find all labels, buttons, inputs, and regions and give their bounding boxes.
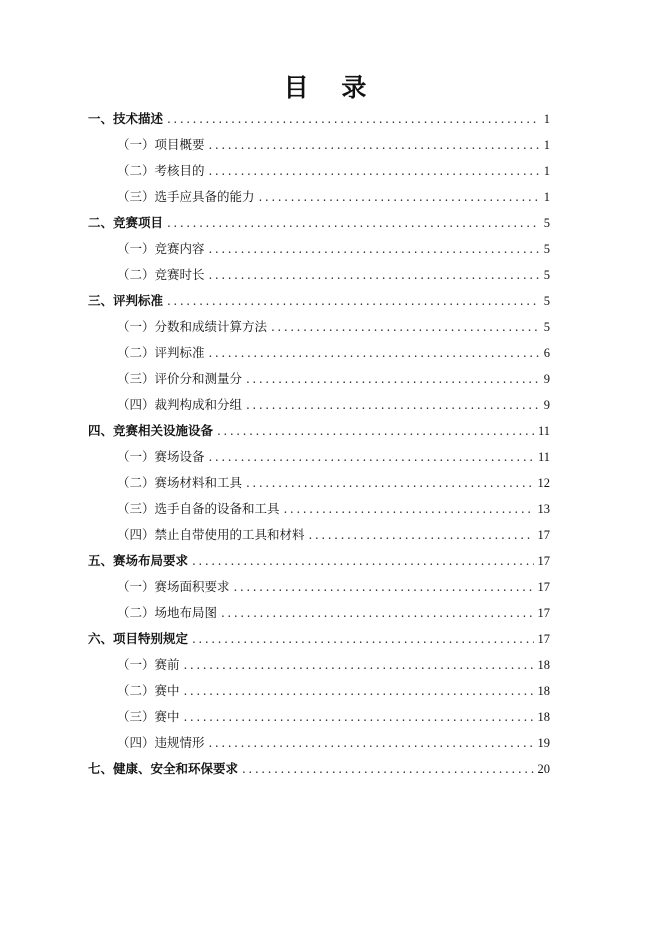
toc-dot-leader	[209, 262, 540, 288]
toc-page-number: 1	[543, 190, 550, 204]
toc-page-number: 17	[537, 554, 550, 568]
toc-subsection-entry[interactable]	[88, 262, 550, 288]
toc-entry-label: （一）赛场设备	[117, 449, 205, 464]
toc-dot-leader	[209, 132, 540, 158]
toc-dot-leader	[259, 184, 540, 210]
toc-page-number: 17	[537, 580, 550, 594]
toc-entry-label: （三）选手自备的设备和工具	[117, 501, 280, 516]
toc-page-number: 11	[537, 450, 550, 464]
toc-page-number: 5	[543, 242, 550, 256]
toc-dot-leader	[167, 210, 540, 236]
toc-dot-leader	[167, 288, 540, 314]
toc-page-number: 5	[543, 294, 550, 308]
toc-entry-label: （二）竞赛时长	[117, 267, 205, 282]
toc-page-number: 20	[537, 762, 550, 776]
toc-subsection-entry[interactable]	[88, 678, 550, 704]
toc-entry-label: 六、项目特别规定	[88, 631, 189, 646]
toc-page-number: 5	[543, 216, 550, 230]
toc-page-number: 1	[543, 112, 550, 126]
toc-entry-label: （四）违规情形	[117, 735, 205, 750]
toc-entry-label: （四）禁止自带使用的工具和材料	[117, 527, 305, 542]
toc-entry-label: （三）评价分和测量分	[117, 371, 243, 386]
toc-entry-label: （三）赛中	[117, 709, 180, 724]
toc-dot-leader	[192, 626, 533, 652]
toc-entry-label: 七、健康、安全和环保要求	[88, 761, 239, 776]
toc-section-entry[interactable]	[88, 548, 550, 574]
toc-dot-leader	[184, 704, 534, 730]
toc-dot-leader	[184, 652, 534, 678]
toc-page-number: 1	[543, 164, 550, 178]
toc-subsection-entry[interactable]	[88, 340, 550, 366]
toc-entry-label: （二）考核目的	[117, 163, 205, 178]
toc-subsection-entry[interactable]	[88, 600, 550, 626]
toc-entry-label: （一）竞赛内容	[117, 241, 205, 256]
toc-page-number: 17	[537, 632, 550, 646]
toc-page-number: 17	[537, 606, 550, 620]
toc-dot-leader	[284, 496, 534, 522]
toc-section-entry[interactable]	[88, 418, 550, 444]
toc-dot-leader	[271, 314, 540, 340]
toc-entry-label: （二）赛场材料和工具	[117, 475, 243, 490]
toc-entry-label: （三）选手应具备的能力	[117, 189, 255, 204]
toc-dot-leader	[209, 236, 540, 262]
toc-page-number: 1	[543, 138, 550, 152]
toc-page-number: 18	[537, 684, 550, 698]
toc-section-entry[interactable]	[88, 210, 550, 236]
toc-dot-leader	[209, 444, 534, 470]
toc-dot-leader	[209, 730, 534, 756]
toc-entry-label: （一）项目概要	[117, 137, 205, 152]
toc-dot-leader	[242, 756, 533, 782]
toc-subsection-entry[interactable]	[88, 496, 550, 522]
page-title: 目 录	[283, 73, 379, 102]
toc-dot-leader	[192, 548, 533, 574]
toc-page-number: 5	[543, 268, 550, 282]
toc-entry-label: （二）评判标准	[117, 345, 205, 360]
toc-page-number: 17	[537, 528, 550, 542]
toc-subsection-entry[interactable]	[88, 522, 550, 548]
toc-entry-label: 五、赛场布局要求	[88, 553, 189, 568]
toc-section-entry[interactable]	[88, 626, 550, 652]
toc-page-number: 12	[537, 476, 550, 490]
toc-dot-leader	[221, 600, 533, 626]
toc-dot-leader	[246, 470, 533, 496]
toc-page-number: 9	[543, 372, 550, 386]
toc-subsection-entry[interactable]	[88, 470, 550, 496]
toc-page-number: 19	[537, 736, 550, 750]
toc-subsection-entry[interactable]	[88, 314, 550, 340]
toc-dot-leader	[167, 106, 540, 132]
toc-entry-label: 四、竞赛相关设施设备	[88, 423, 214, 438]
toc-subsection-entry[interactable]	[88, 158, 550, 184]
toc-section-entry[interactable]	[88, 288, 550, 314]
toc-entry-label: （一）赛前	[117, 657, 180, 672]
toc-subsection-entry[interactable]	[88, 236, 550, 262]
toc-subsection-entry[interactable]	[88, 184, 550, 210]
toc-entry-label: （一）分数和成绩计算方法	[117, 319, 268, 334]
toc-section-entry[interactable]	[88, 756, 550, 782]
toc-subsection-entry[interactable]	[88, 366, 550, 392]
toc-subsection-entry[interactable]	[88, 392, 550, 418]
toc-dot-leader	[246, 392, 540, 418]
toc-subsection-entry[interactable]	[88, 652, 550, 678]
toc-entry-label: 三、评判标准	[88, 293, 164, 308]
toc-entry-label: （二）赛中	[117, 683, 180, 698]
toc-dot-leader	[184, 678, 534, 704]
toc-page-number: 13	[537, 502, 550, 516]
toc-subsection-entry[interactable]	[88, 730, 550, 756]
toc-page-number: 6	[543, 346, 550, 360]
toc-entry-label: （二）场地布局图	[117, 605, 218, 620]
toc-dot-leader	[234, 574, 534, 600]
toc-subsection-entry[interactable]	[88, 132, 550, 158]
toc-entry-label: 二、竞赛项目	[88, 215, 164, 230]
toc-page-number: 5	[543, 320, 550, 334]
toc-entry-label: 一、技术描述	[88, 111, 164, 126]
toc-section-entry[interactable]	[88, 106, 550, 132]
toc-dot-leader	[209, 340, 540, 366]
toc-dot-leader	[217, 418, 534, 444]
toc-dot-leader	[309, 522, 534, 548]
toc-dot-leader	[209, 158, 540, 184]
toc-subsection-entry[interactable]	[88, 574, 550, 600]
toc-subsection-entry[interactable]	[88, 444, 550, 470]
toc-entry-label: （四）裁判构成和分组	[117, 397, 243, 412]
toc-page-number: 18	[537, 710, 550, 724]
toc-page-number: 9	[543, 398, 550, 412]
toc-page-number: 18	[537, 658, 550, 672]
toc-page-number: 11	[537, 424, 550, 438]
toc-entry-label: （一）赛场面积要求	[117, 579, 230, 594]
toc-subsection-entry[interactable]	[88, 704, 550, 730]
table-of-contents	[88, 106, 550, 782]
toc-dot-leader	[246, 366, 540, 392]
